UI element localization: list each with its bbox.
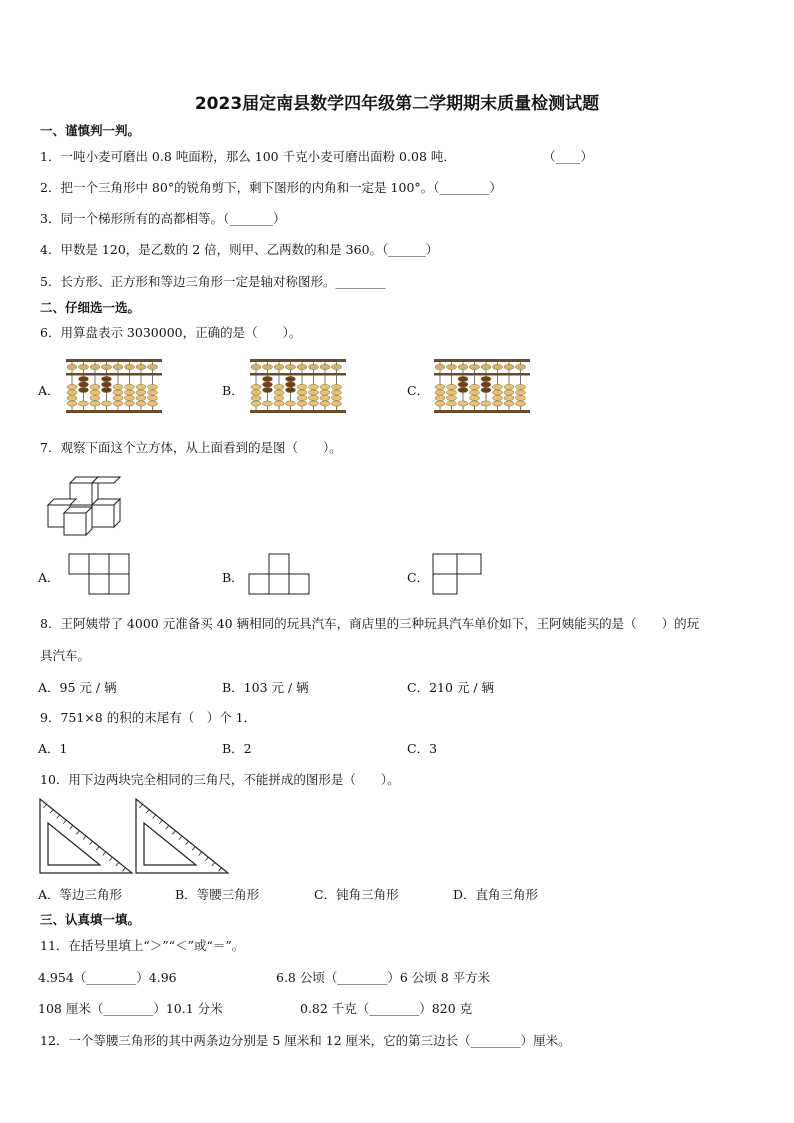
- q9-option-b[interactable]: B．2: [222, 741, 252, 756]
- question-11: 11．在括号里填上“＞”“＜”或“＝”。: [40, 938, 245, 953]
- ruler-tick: [57, 815, 60, 819]
- ruler-tick: [212, 862, 215, 866]
- abacus-bead: [447, 390, 457, 395]
- abacus-bead: [251, 401, 261, 406]
- view-option-c-image: [432, 553, 484, 595]
- abacus-bead: [481, 401, 491, 406]
- ruler-tick: [166, 825, 169, 829]
- ruler-tick: [186, 841, 189, 845]
- abacus-bead: [516, 364, 526, 369]
- abacus-bead: [493, 390, 503, 395]
- abacus-bead: [90, 401, 100, 406]
- abacus-bead: [102, 376, 112, 381]
- abacus-bead: [458, 387, 468, 392]
- section-heading-fill: 三、认真填一填。: [40, 912, 141, 927]
- abacus-frame-top: [66, 359, 162, 362]
- abacus-beam: [434, 373, 530, 376]
- ruler-tick: [103, 852, 106, 856]
- abacus-bead: [263, 364, 273, 369]
- abacus-a-image: [66, 358, 162, 414]
- abacus-bead: [493, 401, 503, 406]
- abacus-bead: [67, 401, 77, 406]
- abacus-bead: [102, 401, 112, 406]
- abacus-bead: [481, 376, 491, 381]
- q9-option-c[interactable]: C．3: [407, 741, 438, 756]
- abacus-bead: [263, 387, 273, 392]
- abacus-bead: [251, 395, 261, 400]
- abacus-bead: [251, 364, 261, 369]
- ruler-tick: [192, 847, 195, 851]
- abacus-bead: [493, 384, 503, 389]
- abacus-bead: [309, 395, 319, 400]
- abacus-bead: [297, 384, 307, 389]
- abacus-bead: [470, 401, 480, 406]
- abacus-bead: [309, 384, 319, 389]
- abacus-bead: [297, 395, 307, 400]
- abacus-bead: [102, 364, 112, 369]
- abacus-beam: [66, 373, 162, 376]
- abacus-bead: [263, 376, 273, 381]
- abacus-frame-bottom: [434, 410, 530, 413]
- ruler-tick: [146, 810, 149, 814]
- view-option-a-image: [68, 553, 132, 595]
- abacus-bead: [125, 364, 135, 369]
- q10-option-b[interactable]: B．等腰三角形: [175, 887, 260, 902]
- abacus-bead: [79, 364, 89, 369]
- abacus-bead: [148, 401, 158, 406]
- abacus-bead: [274, 364, 284, 369]
- abacus-bead: [113, 401, 123, 406]
- q11-item-2[interactable]: 6.8 公顷（________）6 公顷 8 平方米: [276, 970, 491, 985]
- abacus-bead: [297, 364, 307, 369]
- abacus-bead: [102, 387, 112, 392]
- q7-option-a-label[interactable]: A．: [38, 570, 60, 585]
- ruler-tick: [76, 831, 79, 835]
- abacus-bead: [297, 390, 307, 395]
- ruler-tick: [199, 852, 202, 856]
- abacus-bead: [447, 364, 457, 369]
- abacus-frame-bottom: [66, 410, 162, 413]
- ruler-tick: [218, 868, 221, 872]
- abacus-bead: [516, 384, 526, 389]
- abacus-bead: [320, 364, 330, 369]
- abacus-bead: [504, 395, 514, 400]
- q11-item-3[interactable]: 108 厘米（________）10.1 分米: [38, 1001, 223, 1016]
- question-3: 3．同一个梯形所有的高都相等。（_______）: [40, 211, 286, 226]
- abacus-bead: [516, 395, 526, 400]
- abacus-bead: [286, 382, 296, 387]
- abacus-bead: [125, 395, 135, 400]
- abacus-bead: [332, 390, 342, 395]
- abacus-bead: [332, 395, 342, 400]
- abacus-bead: [470, 390, 480, 395]
- q10-option-a[interactable]: A．等边三角形: [38, 887, 123, 902]
- ruler-tick: [172, 831, 175, 835]
- abacus-bead: [470, 364, 480, 369]
- abacus-bead: [504, 384, 514, 389]
- question-9: 9．751×8 的积的末尾有（ ）个 1．: [40, 710, 257, 725]
- ruler-tick: [96, 847, 99, 851]
- abacus-bead: [435, 390, 445, 395]
- abacus-bead: [470, 384, 480, 389]
- ruler-tick: [63, 820, 66, 824]
- abacus-bead: [125, 390, 135, 395]
- abacus-bead: [470, 395, 480, 400]
- abacus-bead: [286, 376, 296, 381]
- abacus-bead: [447, 384, 457, 389]
- question-8-line2: 具汽车。: [40, 648, 91, 663]
- abacus-bead: [274, 384, 284, 389]
- abacus-bead: [320, 384, 330, 389]
- section-heading-judge: 一、谨慎判一判。: [40, 123, 141, 138]
- abacus-bead: [286, 364, 296, 369]
- q11-item-4[interactable]: 0.82 千克（________）820 克: [300, 1001, 473, 1016]
- abacus-bead: [125, 401, 135, 406]
- abacus-bead: [79, 382, 89, 387]
- abacus-b-image: [250, 358, 346, 414]
- abacus-bead: [332, 401, 342, 406]
- abacus-bead: [102, 382, 112, 387]
- abacus-bead: [309, 390, 319, 395]
- abacus-bead: [79, 376, 89, 381]
- abacus-frame-top: [250, 359, 346, 362]
- q10-option-c[interactable]: C．钝角三角形: [314, 887, 399, 902]
- question-1: 1．一吨小麦可磨出 0.8 吨面粉，那么 100 千克小麦可磨出面粉 0.08 吨．: [40, 149, 456, 164]
- abacus-bead: [79, 387, 89, 392]
- q7-option-c-label[interactable]: C．: [407, 570, 430, 585]
- ruler-tick: [70, 825, 73, 829]
- abacus-bead: [516, 401, 526, 406]
- q10-option-d[interactable]: D．直角三角形: [453, 887, 539, 902]
- abacus-bead: [435, 384, 445, 389]
- abacus-bead: [481, 382, 491, 387]
- abacus-bead: [504, 401, 514, 406]
- page-title: 2023届定南县数学四年级第二学期期末质量检测试题: [194, 94, 600, 114]
- abacus-bead: [67, 390, 77, 395]
- abacus-bead: [332, 364, 342, 369]
- ruler-tick: [50, 810, 53, 814]
- abacus-bead: [458, 376, 468, 381]
- abacus-bead: [504, 390, 514, 395]
- question-12: 12．一个等腰三角形的其中两条边分别是 5 厘米和 12 厘米，它的第三边长（________）厘米。: [40, 1033, 571, 1048]
- abacus-bead: [493, 364, 503, 369]
- abacus-bead: [320, 395, 330, 400]
- abacus-bead: [458, 401, 468, 406]
- abacus-bead: [458, 382, 468, 387]
- ruler-tick: [90, 841, 93, 845]
- abacus-bead: [332, 384, 342, 389]
- ruler-tick: [179, 836, 182, 840]
- abacus-bead: [90, 390, 100, 395]
- abacus-beam: [250, 373, 346, 376]
- question-8-line1: 8．王阿姨带了 4000 元准备买 40 辆相同的玩具汽车，商店里的三种玩具汽车单价如下，王阿姨能买的是（ ）的玩: [40, 616, 700, 631]
- ruler-tick: [116, 862, 119, 866]
- abacus-bead: [458, 364, 468, 369]
- ruler-tick: [153, 815, 156, 819]
- abacus-bead: [113, 390, 123, 395]
- q6-option-b-label[interactable]: B．: [222, 383, 244, 398]
- ruler-tick: [44, 804, 47, 808]
- abacus-bead: [286, 401, 296, 406]
- abacus-bead: [274, 401, 284, 406]
- abacus-bead: [435, 364, 445, 369]
- abacus-bead: [90, 364, 100, 369]
- question-2: 2．把一个三角形中 80°的锐角剪下，剩下图形的内角和一定是 100°。（________）: [40, 180, 502, 195]
- cube-stack-figure: [44, 475, 124, 537]
- abacus-bead: [320, 401, 330, 406]
- abacus-bead: [136, 395, 146, 400]
- abacus-bead: [148, 390, 158, 395]
- abacus-bead: [113, 395, 123, 400]
- abacus-bead: [90, 384, 100, 389]
- question-6: 6．用算盘表示 3030000，正确的是（ ）。: [40, 325, 302, 340]
- abacus-bead: [136, 390, 146, 395]
- abacus-bead: [148, 364, 158, 369]
- set-square-left-image: [38, 797, 134, 875]
- ruler-tick: [140, 804, 143, 808]
- abacus-bead: [516, 390, 526, 395]
- view-option-b-image: [248, 553, 312, 595]
- abacus-bead: [263, 382, 273, 387]
- abacus-bead: [148, 395, 158, 400]
- abacus-frame-bottom: [250, 410, 346, 413]
- ruler-tick: [83, 836, 86, 840]
- ruler-tick: [122, 868, 125, 872]
- q8-option-b[interactable]: B．103 元 / 辆: [222, 680, 309, 695]
- abacus-c-image: [434, 358, 530, 414]
- abacus-bead: [481, 364, 491, 369]
- question-10: 10．用下边两块完全相同的三角尺，不能拼成的图形是（ ）。: [40, 772, 400, 787]
- q7-option-b-label[interactable]: B．: [222, 570, 244, 585]
- question-1-blank[interactable]: （____）: [543, 149, 594, 164]
- abacus-bead: [251, 390, 261, 395]
- abacus-bead: [309, 401, 319, 406]
- abacus-bead: [274, 395, 284, 400]
- q9-option-a[interactable]: A．1: [38, 741, 68, 756]
- ruler-tick: [109, 857, 112, 861]
- abacus-bead: [435, 401, 445, 406]
- q6-option-a-label[interactable]: A．: [38, 383, 60, 398]
- q6-option-c-label[interactable]: C．: [407, 383, 430, 398]
- abacus-frame-top: [434, 359, 530, 362]
- abacus-bead: [320, 390, 330, 395]
- abacus-bead: [113, 384, 123, 389]
- abacus-bead: [309, 364, 319, 369]
- abacus-bead: [113, 364, 123, 369]
- question-4: 4．甲数是 120，是乙数的 2 倍，则甲、乙两数的和是 360。（______）: [40, 242, 439, 257]
- set-square-right-image: [134, 797, 230, 875]
- section-heading-choose: 二、仔细选一选。: [40, 300, 141, 315]
- abacus-bead: [493, 395, 503, 400]
- ruler-tick: [205, 857, 208, 861]
- abacus-bead: [286, 387, 296, 392]
- abacus-bead: [274, 390, 284, 395]
- q8-option-a[interactable]: A．95 元 / 辆: [38, 680, 117, 695]
- abacus-bead: [136, 364, 146, 369]
- abacus-bead: [481, 387, 491, 392]
- abacus-bead: [67, 384, 77, 389]
- abacus-bead: [148, 384, 158, 389]
- abacus-bead: [90, 395, 100, 400]
- question-7: 7．观察下面这个立方体，从上面看到的是图（ ）。: [40, 440, 342, 455]
- abacus-bead: [504, 364, 514, 369]
- abacus-bead: [136, 384, 146, 389]
- abacus-bead: [136, 401, 146, 406]
- abacus-bead: [263, 401, 273, 406]
- abacus-bead: [447, 395, 457, 400]
- ruler-tick: [159, 820, 162, 824]
- abacus-bead: [297, 401, 307, 406]
- abacus-bead: [447, 401, 457, 406]
- abacus-bead: [67, 395, 77, 400]
- question-5: 5．长方形、正方形和等边三角形一定是轴对称图形。________: [40, 274, 386, 289]
- q8-option-c[interactable]: C．210 元 / 辆: [407, 680, 495, 695]
- abacus-bead: [79, 401, 89, 406]
- q11-item-1[interactable]: 4.954（________）4.96: [38, 970, 177, 985]
- abacus-bead: [125, 384, 135, 389]
- abacus-bead: [435, 395, 445, 400]
- abacus-bead: [251, 384, 261, 389]
- abacus-bead: [67, 364, 77, 369]
